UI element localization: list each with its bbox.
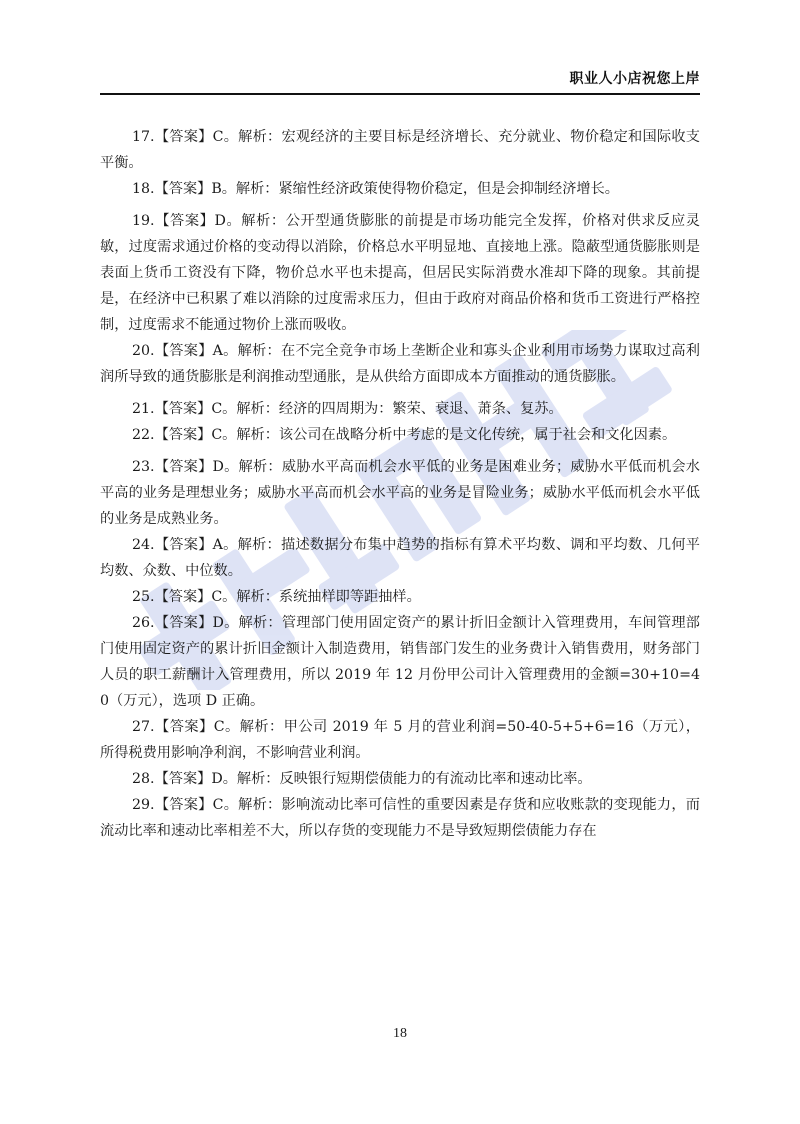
answer-20: 20.【答案】A。解析：在不完全竞争市场上垄断企业和寡头企业利用市场势力谋取过高利润所导致的通货膨胀是利润推动型通胀，是从供给方面即成本方面推动的通货膨胀。	[100, 343, 700, 385]
answer-list	[100, 124, 700, 844]
answer-24: 24.【答案】A。解析：描述数据分布集中趋势的指标有算术平均数、调和平均数、几何平均数、众数、中位数。	[100, 537, 700, 579]
answer-19: 19.【答案】D。解析：公开型通货膨胀的前提是市场功能完全发挥，价格对供求反应灵敏，过度需求通过价格的变动得以消除，价格总水平明显地、直接地上涨。隐蔽型通货膨胀则是表面上货币工资没有下降，物价总水平也未提高，但居民实际消费水准却下降的现象。其前提是，在经济中已积累了难以消除的过度需求压力，但由于政府对商品价格和货币工资进行严格控制，过度需求不能通过物价上涨而吸收。	[100, 213, 700, 333]
page-number: 18	[393, 1026, 407, 1041]
answer-26: 26.【答案】D。解析：管理部门使用固定资产的累计折旧金额计入管理费用，车间管理部门使用固定资产的累计折旧金额计入制造费用，销售部门发生的业务费计入销售费用，财务部门人员的职工薪酬计入管理费用，所以 2019 年 12 月份甲公司计入管理费用的金额=30+10=40（万元），选项 D 正确。	[100, 615, 700, 709]
header-title: 职业人小店祝您上岸	[569, 71, 700, 87]
header-rule	[100, 93, 700, 95]
answer-27: 27.【答案】C。解析：甲公司 2019 年 5 月的营业利润=50-40-5+5+6=16（万元），所得税费用影响净利润，不影响营业利润。	[100, 719, 700, 761]
answer-17: 17.【答案】C。解析：宏观经济的主要目标是经济增长、充分就业、物价稳定和国际收支平衡。	[100, 129, 700, 171]
answer-18: 18.【答案】B。解析：紧缩性经济政策使得物价稳定，但是会抑制经济增长。	[132, 181, 619, 197]
answer-25: 25.【答案】C。解析：系统抽样即等距抽样。	[132, 589, 421, 605]
answer-29: 29.【答案】C。解析：影响流动比率可信性的重要因素是存货和应收账款的变现能力，而流动比率和速动比率相差不大，所以存货的变现能力不是导致短期偿债能力存在	[100, 797, 700, 839]
answer-22: 22.【答案】C。解析：该公司在战略分析中考虑的是文化传统，属于社会和文化因素。	[132, 427, 677, 443]
answer-21: 21.【答案】C。解析：经济的四周期为：繁荣、衰退、萧条、复苏。	[132, 401, 563, 417]
answer-28: 28.【答案】D。解析：反映银行短期偿债能力的有流动比率和速动比率。	[132, 771, 592, 787]
answer-23: 23.【答案】D。解析：威胁水平高而机会水平低的业务是困难业务；威胁水平低而机会水平高的业务是理想业务；威胁水平高而机会水平高的业务是冒险业务；威胁水平低而机会水平低的业务是成熟业务。	[100, 459, 700, 527]
